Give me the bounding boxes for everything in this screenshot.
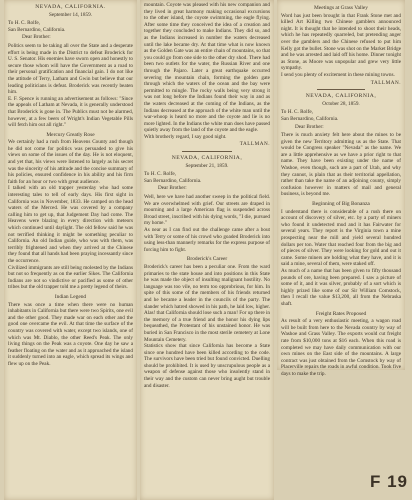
clipping-date: September 21, 1859. <box>185 162 229 169</box>
clipping-date: October 28, 1859. <box>322 100 360 107</box>
addressee: To H. C. Rolfe, <box>144 171 176 178</box>
paragraph: There was once a time when there were no human inhabitants in California but there were two Spirits, one evil and the other good. They made war on each other and the good one overcame the evil. At that time the surface of the country was covered with water, except two islands, one of which was Mt. Diablo, the other Reed's Peak. The only living things on the Peak was a coyote. One day he saw a feather floating on the water and as it approached the island it suddenly turned into an eagle, which spread its wings and flew up on the Peak. <box>8 301 133 367</box>
subheading: Beginning of Big Bonanza <box>312 201 370 208</box>
paragraph: Broderick's career has been a peculiar one. From the ward primaries to the state house and into positions in this State he was made the object of insulting malignant hostility. No language was too vile, no term too opprobrious, for him. In spite of this some of the members of his friends returned and he became a leader in the councils of the party. The slander which hatred showed in his path, he laid low, higher. Alas! that California should lose such a man! For up there in the memory of a true friend and the honor his dying lips bequeathed, the Protestant of his unstained honor. He was buried in San Francisco in the most sterile cemetery at Lone Mountain Cemetery. <box>144 263 270 343</box>
addressee-location: San Bernardino, California. <box>281 115 339 122</box>
paragraph: I send you plenty of excitement in these mining towns. <box>281 71 395 78</box>
paragraph: Well, here we have had another sweep in the political field. We are overwhelmed with grief. Our streets are draped in mourning and a large American flag is suspended across Broad street, inscribed with his dying words, "I die, pursued my home." <box>144 194 270 227</box>
paragraph: I understand there is considerable of a rush there on account of discovery of silver, etc. by a party of miners who found it undetected mud and it has Fairwater for several years. They report is the Virginia town a mine prospecting near the mill and yield several hundred dollars per ton. Water that reached four from the big and of pieces of silver. They were looking for gold and out it came. Some miners are holding what they have, and it is said a mine, several of them, were staked off. <box>281 208 401 268</box>
salutation: Dear Brother: <box>22 34 51 41</box>
subheading: Mercury Greatly Rose <box>46 131 95 138</box>
paragraph: E. F. Spence is running an advertisement as follows: "Since the appeals of Latham at Nevada, it is generally understood that Broderick is gone in. The Publics must not be alarmed, however, at a few beers of Wright's Indian Vegetable Pills will fetch him out all right." <box>8 95 133 129</box>
salutation: Dear Brother: <box>158 185 187 192</box>
paragraph: Statistics show that since California has become a State since one hundred have been killed according to the code. The survivors have been tried but found convicted. Duelling should be prohibited. It is used by unscrupulous people as a weapon of defense against those who insolently stand in their way and the custom can never bring aught but trouble and disaster. <box>144 343 270 389</box>
paragraph: I talked with an old trapper yesterday who had some interesting tales to tell of early days. His first sight in California was in November, 1833. He camped on the head waters of the Merced. He was covered by a company calling him to get up, that Judgement Day had come. The Heavens were blazing in every direction with meteors which continued until daylight. The old fellow said he was not terrified thinking it might be something peculiar to California. An old Indian guide, who was with them, was terribly frightened and when they arrived at the Chinese they found that all hands had been praying incessantly since the occurrence. <box>8 185 133 264</box>
divider <box>317 89 365 90</box>
newspaper-clipping-2 <box>140 0 274 500</box>
newspaper-clipping-1 <box>4 0 137 500</box>
subheading: Indian Legend <box>54 293 87 300</box>
addressee-location: San Bernardino, California. <box>144 177 202 184</box>
clipping-heading: NEVADA, CALIFORNIA, <box>305 93 377 100</box>
paragraph: mountain. Coyote was pleased with his new companion and they lived in great harmony making occasional excursions to the other island, the coyote swimming, the eagle flying. After some time they conceived the idea of a creation and together they concluded to make Indians. They did so, and as the Indians increased in number the waters decreased until the lake became dry. At that time what is now known as the Golden Gate was an entire chain of mountains, so that you could go from one side to the other dry shod. There had been two outlets for the water, the Russian River and one through the Pajaro. Later a great earthquake occurred severing the mountain chain, forming the golden gate through which the waters of the ocean and the bay were permitted to mingle. The rocky walls being very strong it was not long before the Indians found their way in and as the waters decreased at the coming of the Indians, as the Indians decreased at the approach of the white man until the war-whoop is heard no more and the coyote and lie is no more lighted. In the Indians the white man does have passed quietly away from the land of the coyote and the eagle. <box>144 2 270 134</box>
divider <box>182 151 232 152</box>
salutation: Dear Brother: <box>295 123 324 130</box>
paragraph: As near as I can find out the challenge came after a bout with Terry or some of his crowd who goaded Broderick into using less-than mannerly remarks for the express purpose of forcing him to fight. <box>144 227 270 253</box>
paragraph: As result of a very enthusiastic meeting, a wagon road will be built from here to the Nevada country by way of Washoe and Grass Valley. The exports would cut freight rate from $10,000 tons at $16 each. When this road is completed we may have daily communication with our own mines on the East side of the mountains. A large contract was just obtained from the Comstock by way of Placerville repairs the roads in awful condition. Took five days to make the trip. <box>281 318 401 377</box>
paragraph: Politics seem to be taking all over the State and a desperate effort is being made in the District to defeat Broderick for U. S. Senator. His enemies have sworn open and honestly to secure those whom will have the Government as a road to their personal gratification and financial gain. I do not like the attitude of Terry, Latham and Gwin but believe that our leading politicians is defeat. Broderick was recently beaten him. <box>8 42 133 96</box>
addressee: To H. C. Rolfe, <box>8 20 40 27</box>
paragraph: There is much anxiety felt here about the mines to be given the new Territory admitting us as the State. That would be Congress speaker "Nevada" as the name. We are a little apprehensive as we have a prior right to that name. They have been existing under the name of Washoe, even though, such are a part of Utah, and why they cannot, is plain that as their territorial appellation, rather than take the name of an adjoining county, simply confusion however in matters of mail and general business, is beyond me. <box>281 132 401 198</box>
page-number: F 19 <box>369 472 408 491</box>
signoff: TALLMAN. <box>239 141 270 148</box>
newspaper-clipping-3 <box>277 0 405 377</box>
addressee: To H. C. Rolfe, <box>281 109 313 116</box>
subheading: Freight Rates Proposed <box>315 310 367 317</box>
paragraph: As much of a name that has been given to fifty thousand pounds of ore, having been prepared. I saw a picture of some of it, and it was silver, probably of a sort which is highly prized like some of our Sir William Comstock, then I recall the value $13,200, all from the Nebraska shaft. <box>281 267 401 307</box>
addressee-location: San Bernardino, California. <box>8 26 66 33</box>
paragraph: With brotherly regard, I say good night. <box>144 133 227 140</box>
paragraph: Word has just been brought in that Frank Stone met and killed Art Killing two Chinese gamblers announced night. It is thought that he intended to shoot their heads, which he has repeatedly quarreled, but pretending anger over the gamblers and the Chinese refused to put him Kelly got the bullet. Stone was shot on the Market Bridge and he was arrested and laid off his home. Dinner tonight as Stone, as Moore was unpopular and grew very little sympathy. <box>281 12 401 72</box>
paragraph: Civilized immigrants are still being molested by the Indians but not so frequently as on the earlier Sikes. The California Indians are not so vindictive or pacified as some of other tribes but the old trapper told me a pretty legend of theirs. <box>8 264 133 291</box>
clipping-date: September 14, 1859. <box>49 11 92 18</box>
signoff: TALLMAN. <box>370 79 401 86</box>
clipping-heading: NEVADA, CALIFORNIA, <box>171 155 243 162</box>
subheading: Broderick's Career <box>186 256 228 263</box>
paragraph: We certainly had a rush from Heavens County and though he did not come for politics was persuaded to give his views on some of the issues of the day. He is not eloquent, and yet that, his views were listened to largely as his secret was the sincerity of his attitude and the concise summary of his policies, ensured confidence in his ability and his firm faith for an hour or two with great audience. <box>8 139 133 185</box>
subheading: Meetings at Grass Valley <box>314 5 368 11</box>
clipping-heading: NEVADA, CALIFORNIA. <box>35 4 106 10</box>
